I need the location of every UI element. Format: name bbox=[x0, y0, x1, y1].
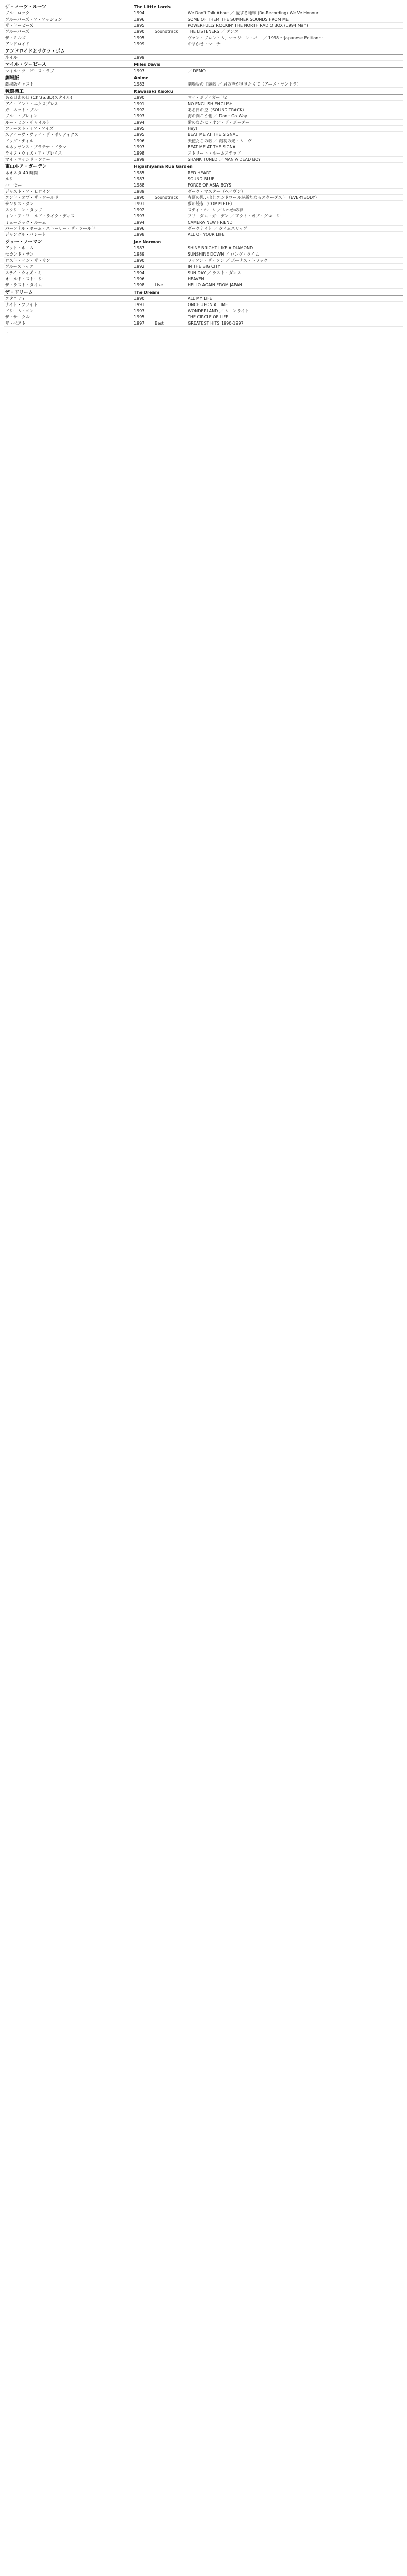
section-header bbox=[4, 61, 403, 68]
cell-type bbox=[154, 35, 186, 41]
cell-type bbox=[154, 120, 186, 126]
cell-type bbox=[154, 213, 186, 219]
cell-name: ネオスタ 40 時間 bbox=[4, 170, 133, 176]
table-row bbox=[4, 282, 403, 289]
table-row bbox=[4, 113, 403, 120]
discography-body bbox=[4, 3, 403, 327]
cell-year: 1997 bbox=[133, 68, 154, 74]
section-subtitle: Anime bbox=[133, 74, 403, 81]
cell-note: 天使たちの歌 ／ 最初の光・ムーヴ bbox=[186, 138, 403, 144]
table-row bbox=[4, 258, 403, 264]
cell-note bbox=[186, 55, 403, 61]
cell-type bbox=[154, 182, 186, 189]
table-row bbox=[4, 107, 403, 113]
cell-year: 1991 bbox=[133, 201, 154, 207]
cell-note: ヴァン・ブロントム、マッジーン・パー ／ 1998 ～Japanese Edition～ bbox=[186, 35, 403, 41]
cell-type bbox=[154, 95, 186, 101]
table-row bbox=[4, 29, 403, 35]
cell-name: 劇場版キャスト bbox=[4, 81, 133, 88]
section-subtitle: Kawasaki Kisoku bbox=[133, 88, 403, 95]
cell-name: スクリーン・タップ bbox=[4, 207, 133, 213]
cell-year: 1995 bbox=[133, 314, 154, 320]
cell-note: ストリート・ホームステッド bbox=[186, 150, 403, 157]
cell-name: ザ・ラスト・タイム bbox=[4, 282, 133, 289]
table-row bbox=[4, 213, 403, 219]
cell-name: ブルーストック bbox=[4, 264, 133, 270]
cell-name: ルリ bbox=[4, 176, 133, 182]
cell-note: Hey! bbox=[186, 126, 403, 132]
table-row bbox=[4, 182, 403, 189]
cell-name: アンドロイド bbox=[4, 41, 133, 47]
cell-year: 1994 bbox=[133, 219, 154, 226]
table-row bbox=[4, 245, 403, 251]
table-row bbox=[4, 264, 403, 270]
cell-type: Soundtrack bbox=[154, 195, 186, 201]
cell-type bbox=[154, 314, 186, 320]
cell-year: 1991 bbox=[133, 101, 154, 107]
cell-type bbox=[154, 232, 186, 238]
cell-type bbox=[154, 157, 186, 163]
cell-type bbox=[154, 176, 186, 182]
table-row bbox=[4, 41, 403, 47]
cell-note: GREATEST HITS 1990-1997 bbox=[186, 320, 403, 327]
cell-note: ダーク・マスター（ヘイヴン） bbox=[186, 189, 403, 195]
section-title: ジョー・ノーマン bbox=[4, 238, 133, 245]
table-row bbox=[4, 189, 403, 195]
cell-type bbox=[154, 138, 186, 144]
cell-type bbox=[154, 219, 186, 226]
cell-type bbox=[154, 126, 186, 132]
section-title: 戦闘機工 bbox=[4, 88, 133, 95]
cell-year: 1992 bbox=[133, 264, 154, 270]
cell-note: SHANK TUNED ／ MAN A DEAD BOY bbox=[186, 157, 403, 163]
cell-note: マイ・ボディガード2 bbox=[186, 95, 403, 101]
section-subtitle: Joe Norman bbox=[133, 238, 403, 245]
cell-year: 1995 bbox=[133, 35, 154, 41]
cell-note: RED HEART bbox=[186, 170, 403, 176]
cell-note: SOME OF THEM THE SUMMER SOUNDS FROM ME bbox=[186, 16, 403, 23]
table-row bbox=[4, 23, 403, 29]
cell-type bbox=[154, 107, 186, 113]
table-row bbox=[4, 251, 403, 258]
cell-note: ステイ・ホーム ／ いつかの夢 bbox=[186, 207, 403, 213]
cell-type bbox=[154, 170, 186, 176]
cell-name: イン・ア・ワールド・ライク・ディス bbox=[4, 213, 133, 219]
cell-year: 1990 bbox=[133, 195, 154, 201]
cell-name: ステイ・ウィズ・ミー bbox=[4, 270, 133, 276]
cell-year: 1998 bbox=[133, 150, 154, 157]
discography-sheet bbox=[0, 0, 407, 338]
cell-name: パーソナル・ホーム・ストーリー・ザ・ワールド bbox=[4, 226, 133, 232]
cell-year: 1999 bbox=[133, 55, 154, 61]
cell-name: アイ・ドント・エクスプレス bbox=[4, 101, 133, 107]
table-row bbox=[4, 195, 403, 201]
cell-year: 1996 bbox=[133, 138, 154, 144]
cell-type bbox=[154, 81, 186, 88]
section-header bbox=[4, 74, 403, 81]
cell-note: 愛のなかに・オン・ザ・ボーダー bbox=[186, 120, 403, 126]
cell-year: 1990 bbox=[133, 95, 154, 101]
table-row bbox=[4, 232, 403, 238]
cell-name: ジャングル・パレード bbox=[4, 232, 133, 238]
table-row bbox=[4, 120, 403, 126]
cell-name: スティーヴ・ヴァイ・ザ・ポリティクス bbox=[4, 132, 133, 138]
cell-name: ブルー・ブレイン bbox=[4, 113, 133, 120]
table-row bbox=[4, 126, 403, 132]
cell-note: 夢の続き（COMPLETE） bbox=[186, 201, 403, 207]
cell-year: 1995 bbox=[133, 23, 154, 29]
table-row bbox=[4, 276, 403, 282]
cell-note: ／ DEMO bbox=[186, 68, 403, 74]
cell-type bbox=[154, 201, 186, 207]
cell-year: 1987 bbox=[133, 245, 154, 251]
cell-name: ザ・ベスト bbox=[4, 320, 133, 327]
cell-year: 1999 bbox=[133, 157, 154, 163]
cell-year: 1988 bbox=[133, 182, 154, 189]
cell-name: マイ・マインド・フロー bbox=[4, 157, 133, 163]
cell-note: ある日の空（SOUND TRACK） bbox=[186, 107, 403, 113]
cell-name: ルー・ミン・チャイルド bbox=[4, 120, 133, 126]
cell-name: ザ・サークル bbox=[4, 314, 133, 320]
section-subtitle bbox=[133, 47, 403, 55]
cell-year: 1989 bbox=[133, 251, 154, 258]
section-header bbox=[4, 289, 403, 296]
cell-type bbox=[154, 302, 186, 308]
cell-year: 1997 bbox=[133, 320, 154, 327]
cell-name: ザ・ドーピーズ bbox=[4, 23, 133, 29]
table-row bbox=[4, 170, 403, 176]
table-row bbox=[4, 226, 403, 232]
cell-year: 1991 bbox=[133, 302, 154, 308]
cell-year: 1993 bbox=[133, 308, 154, 314]
table-row bbox=[4, 157, 403, 163]
more-indicator: … bbox=[5, 330, 10, 335]
cell-type bbox=[154, 276, 186, 282]
cell-name: ドリーム・オン bbox=[4, 308, 133, 314]
cell-type bbox=[154, 55, 186, 61]
cell-type bbox=[154, 245, 186, 251]
cell-note: 劇場版の主題歌 ／ 君の声がききたくて（アニメ・サントラ） bbox=[186, 81, 403, 88]
table-row bbox=[4, 302, 403, 308]
cell-name: ハーモニー bbox=[4, 182, 133, 189]
cell-type: Live bbox=[154, 282, 186, 289]
cell-year: 1992 bbox=[133, 107, 154, 113]
cell-name: ナイト・フライト bbox=[4, 302, 133, 308]
cell-note: SHINE BRIGHT LIKE A DIAMOND bbox=[186, 245, 403, 251]
cell-note: ダークナイト ／ タイムスリップ bbox=[186, 226, 403, 232]
cell-year: 1995 bbox=[133, 126, 154, 132]
cell-name: アット・ホーム bbox=[4, 245, 133, 251]
cell-note: ONCE UPON A TIME bbox=[186, 302, 403, 308]
cell-type bbox=[154, 150, 186, 157]
table-row bbox=[4, 150, 403, 157]
cell-note: ALL OF YOUR LIFE bbox=[186, 232, 403, 238]
section-header bbox=[4, 47, 403, 55]
cell-type bbox=[154, 207, 186, 213]
cell-year: 1997 bbox=[133, 144, 154, 150]
cell-note: SUN DAY ／ ラスト・ダンス bbox=[186, 270, 403, 276]
cell-year: 1996 bbox=[133, 16, 154, 23]
cell-name: サンリス・ダン bbox=[4, 201, 133, 207]
cell-year: 1994 bbox=[133, 10, 154, 16]
cell-name: ミュージック・ルーム bbox=[4, 219, 133, 226]
cell-name: エタニティ bbox=[4, 296, 133, 302]
cell-type bbox=[154, 264, 186, 270]
cell-name: オールド・ストーリー bbox=[4, 276, 133, 282]
table-row bbox=[4, 308, 403, 314]
section-title: ザ・ドリーム bbox=[4, 289, 133, 296]
cell-year: 1983 bbox=[133, 81, 154, 88]
table-row bbox=[4, 176, 403, 182]
cell-year: 1985 bbox=[133, 170, 154, 176]
cell-note: IN THE BIG CITY bbox=[186, 264, 403, 270]
table-row bbox=[4, 55, 403, 61]
section-header bbox=[4, 3, 403, 10]
cell-note: おまかせ・マーチ bbox=[186, 41, 403, 47]
cell-type: Soundtrack bbox=[154, 29, 186, 35]
cell-type bbox=[154, 189, 186, 195]
cell-note: 春夏の思い出とエンドロールが新たなるスターダスト（EVERYBODY） bbox=[186, 195, 403, 201]
cell-type bbox=[154, 16, 186, 23]
cell-note: ALL MY LIFE bbox=[186, 296, 403, 302]
table-row bbox=[4, 219, 403, 226]
cell-name: エンド・オブ・ザ・ワールド bbox=[4, 195, 133, 201]
table-row bbox=[4, 207, 403, 213]
cell-name: ネイル bbox=[4, 55, 133, 61]
cell-note: ライアン・ザ・ワン ／ ボーナス・トラック bbox=[186, 258, 403, 264]
table-row bbox=[4, 314, 403, 320]
table-row bbox=[4, 320, 403, 327]
cell-type bbox=[154, 113, 186, 120]
table-row bbox=[4, 270, 403, 276]
cell-type bbox=[154, 101, 186, 107]
table-row bbox=[4, 144, 403, 150]
cell-note: HELLO AGAIN FROM JAPAN bbox=[186, 282, 403, 289]
section-title: 劇場版 bbox=[4, 74, 133, 81]
cell-name: マイル・ツーピース・ラブ bbox=[4, 68, 133, 74]
cell-year: 1993 bbox=[133, 113, 154, 120]
cell-type bbox=[154, 258, 186, 264]
cell-name: ドッグ・テイル bbox=[4, 138, 133, 144]
cell-name: ある日あの日 (Chr.(S:BD)スタイル) bbox=[4, 95, 133, 101]
cell-type bbox=[154, 132, 186, 138]
section-subtitle: The Little Lords bbox=[133, 3, 403, 10]
cell-year: 1989 bbox=[133, 189, 154, 195]
cell-name: ブルーバーズ・ア・アッション bbox=[4, 16, 133, 23]
cell-type bbox=[154, 23, 186, 29]
table-row bbox=[4, 138, 403, 144]
cell-note: SUNSHINE DOWN ／ ロング・タイム bbox=[186, 251, 403, 258]
cell-note: NO ENGLISH ENGLISH bbox=[186, 101, 403, 107]
cell-note: FORCE OF ASIA BOYS bbox=[186, 182, 403, 189]
discography-table bbox=[4, 3, 403, 327]
table-row bbox=[4, 35, 403, 41]
cell-type bbox=[154, 68, 186, 74]
cell-year: 1999 bbox=[133, 41, 154, 47]
cell-name: ロスト・イン・ザ・サン bbox=[4, 258, 133, 264]
table-row bbox=[4, 201, 403, 207]
cell-year: 1990 bbox=[133, 29, 154, 35]
section-subtitle: Miles Davis bbox=[133, 61, 403, 68]
table-row bbox=[4, 68, 403, 74]
cell-note: CAMERA NEW FRIEND bbox=[186, 219, 403, 226]
cell-year: 1990 bbox=[133, 296, 154, 302]
cell-type bbox=[154, 270, 186, 276]
section-title: マイル・ツーピース bbox=[4, 61, 133, 68]
cell-year: 1996 bbox=[133, 276, 154, 282]
cell-year: 1993 bbox=[133, 213, 154, 219]
cell-note: We Don't Talk About ／ 愛する地球 (Re-Recording) We Ve Honour bbox=[186, 10, 403, 16]
cell-name: セカンド・サン bbox=[4, 251, 133, 258]
section-header bbox=[4, 163, 403, 170]
cell-name: ファーストディア・アイズ bbox=[4, 126, 133, 132]
cell-type bbox=[154, 10, 186, 16]
section-title: ザ・ノーツ・ルーツ bbox=[4, 3, 133, 10]
cell-note: BEAT ME AT THE SIGNAL bbox=[186, 132, 403, 138]
cell-name: ブルーバーズ bbox=[4, 29, 133, 35]
cell-name: ライフ・ウィズ・ア・プレイス bbox=[4, 150, 133, 157]
table-row bbox=[4, 132, 403, 138]
cell-note: THE LISTENERS ／ ダンス bbox=[186, 29, 403, 35]
cell-year: 1994 bbox=[133, 120, 154, 126]
cell-type bbox=[154, 308, 186, 314]
cell-note: WONDERLAND ／ ムーンライト bbox=[186, 308, 403, 314]
cell-type bbox=[154, 226, 186, 232]
section-header bbox=[4, 238, 403, 245]
cell-year: 1992 bbox=[133, 207, 154, 213]
cell-type bbox=[154, 144, 186, 150]
section-header bbox=[4, 88, 403, 95]
cell-type bbox=[154, 251, 186, 258]
cell-year: 1996 bbox=[133, 226, 154, 232]
cell-name: ブルーロック bbox=[4, 10, 133, 16]
cell-year: 1990 bbox=[133, 258, 154, 264]
cell-year: 1998 bbox=[133, 282, 154, 289]
table-row bbox=[4, 16, 403, 23]
cell-note: THE CIRCLE OF LIFE bbox=[186, 314, 403, 320]
table-row bbox=[4, 10, 403, 16]
cell-type bbox=[154, 41, 186, 47]
cell-name: ジャスト・ア・ヒロイン bbox=[4, 189, 133, 195]
cell-note: フリーダム・ガーデン ／ アクト・オブ・グローリー bbox=[186, 213, 403, 219]
table-row bbox=[4, 95, 403, 101]
table-row bbox=[4, 81, 403, 88]
cell-type bbox=[154, 296, 186, 302]
section-title: アンドロイドとサクラ・ボム bbox=[4, 47, 133, 55]
cell-year: 1998 bbox=[133, 232, 154, 238]
cell-type: Best bbox=[154, 320, 186, 327]
table-row bbox=[4, 296, 403, 302]
cell-name: ルネッサンス・プラチナ・ドラマ bbox=[4, 144, 133, 150]
section-subtitle: The Dream bbox=[133, 289, 403, 296]
cell-note: SOUND BLUE bbox=[186, 176, 403, 182]
table-row bbox=[4, 101, 403, 107]
cell-year: 1987 bbox=[133, 176, 154, 182]
cell-year: 1994 bbox=[133, 270, 154, 276]
cell-name: ザ・ミルズ bbox=[4, 35, 133, 41]
cell-note: HEAVEN bbox=[186, 276, 403, 282]
section-title: 東山ルア・ガーデン bbox=[4, 163, 133, 170]
section-subtitle: Higashiyama Rua Garden bbox=[133, 163, 403, 170]
cell-note: POWERFULLY ROCKIN' THE NORTH RADIO BOX (1994 Man) bbox=[186, 23, 403, 29]
cell-note: 海の向こう側 ／ Don't Go Way bbox=[186, 113, 403, 120]
cell-year: 1995 bbox=[133, 132, 154, 138]
cell-name: ガーネット・ブルー bbox=[4, 107, 133, 113]
cell-note: BEAT ME AT THE SIGNAL bbox=[186, 144, 403, 150]
